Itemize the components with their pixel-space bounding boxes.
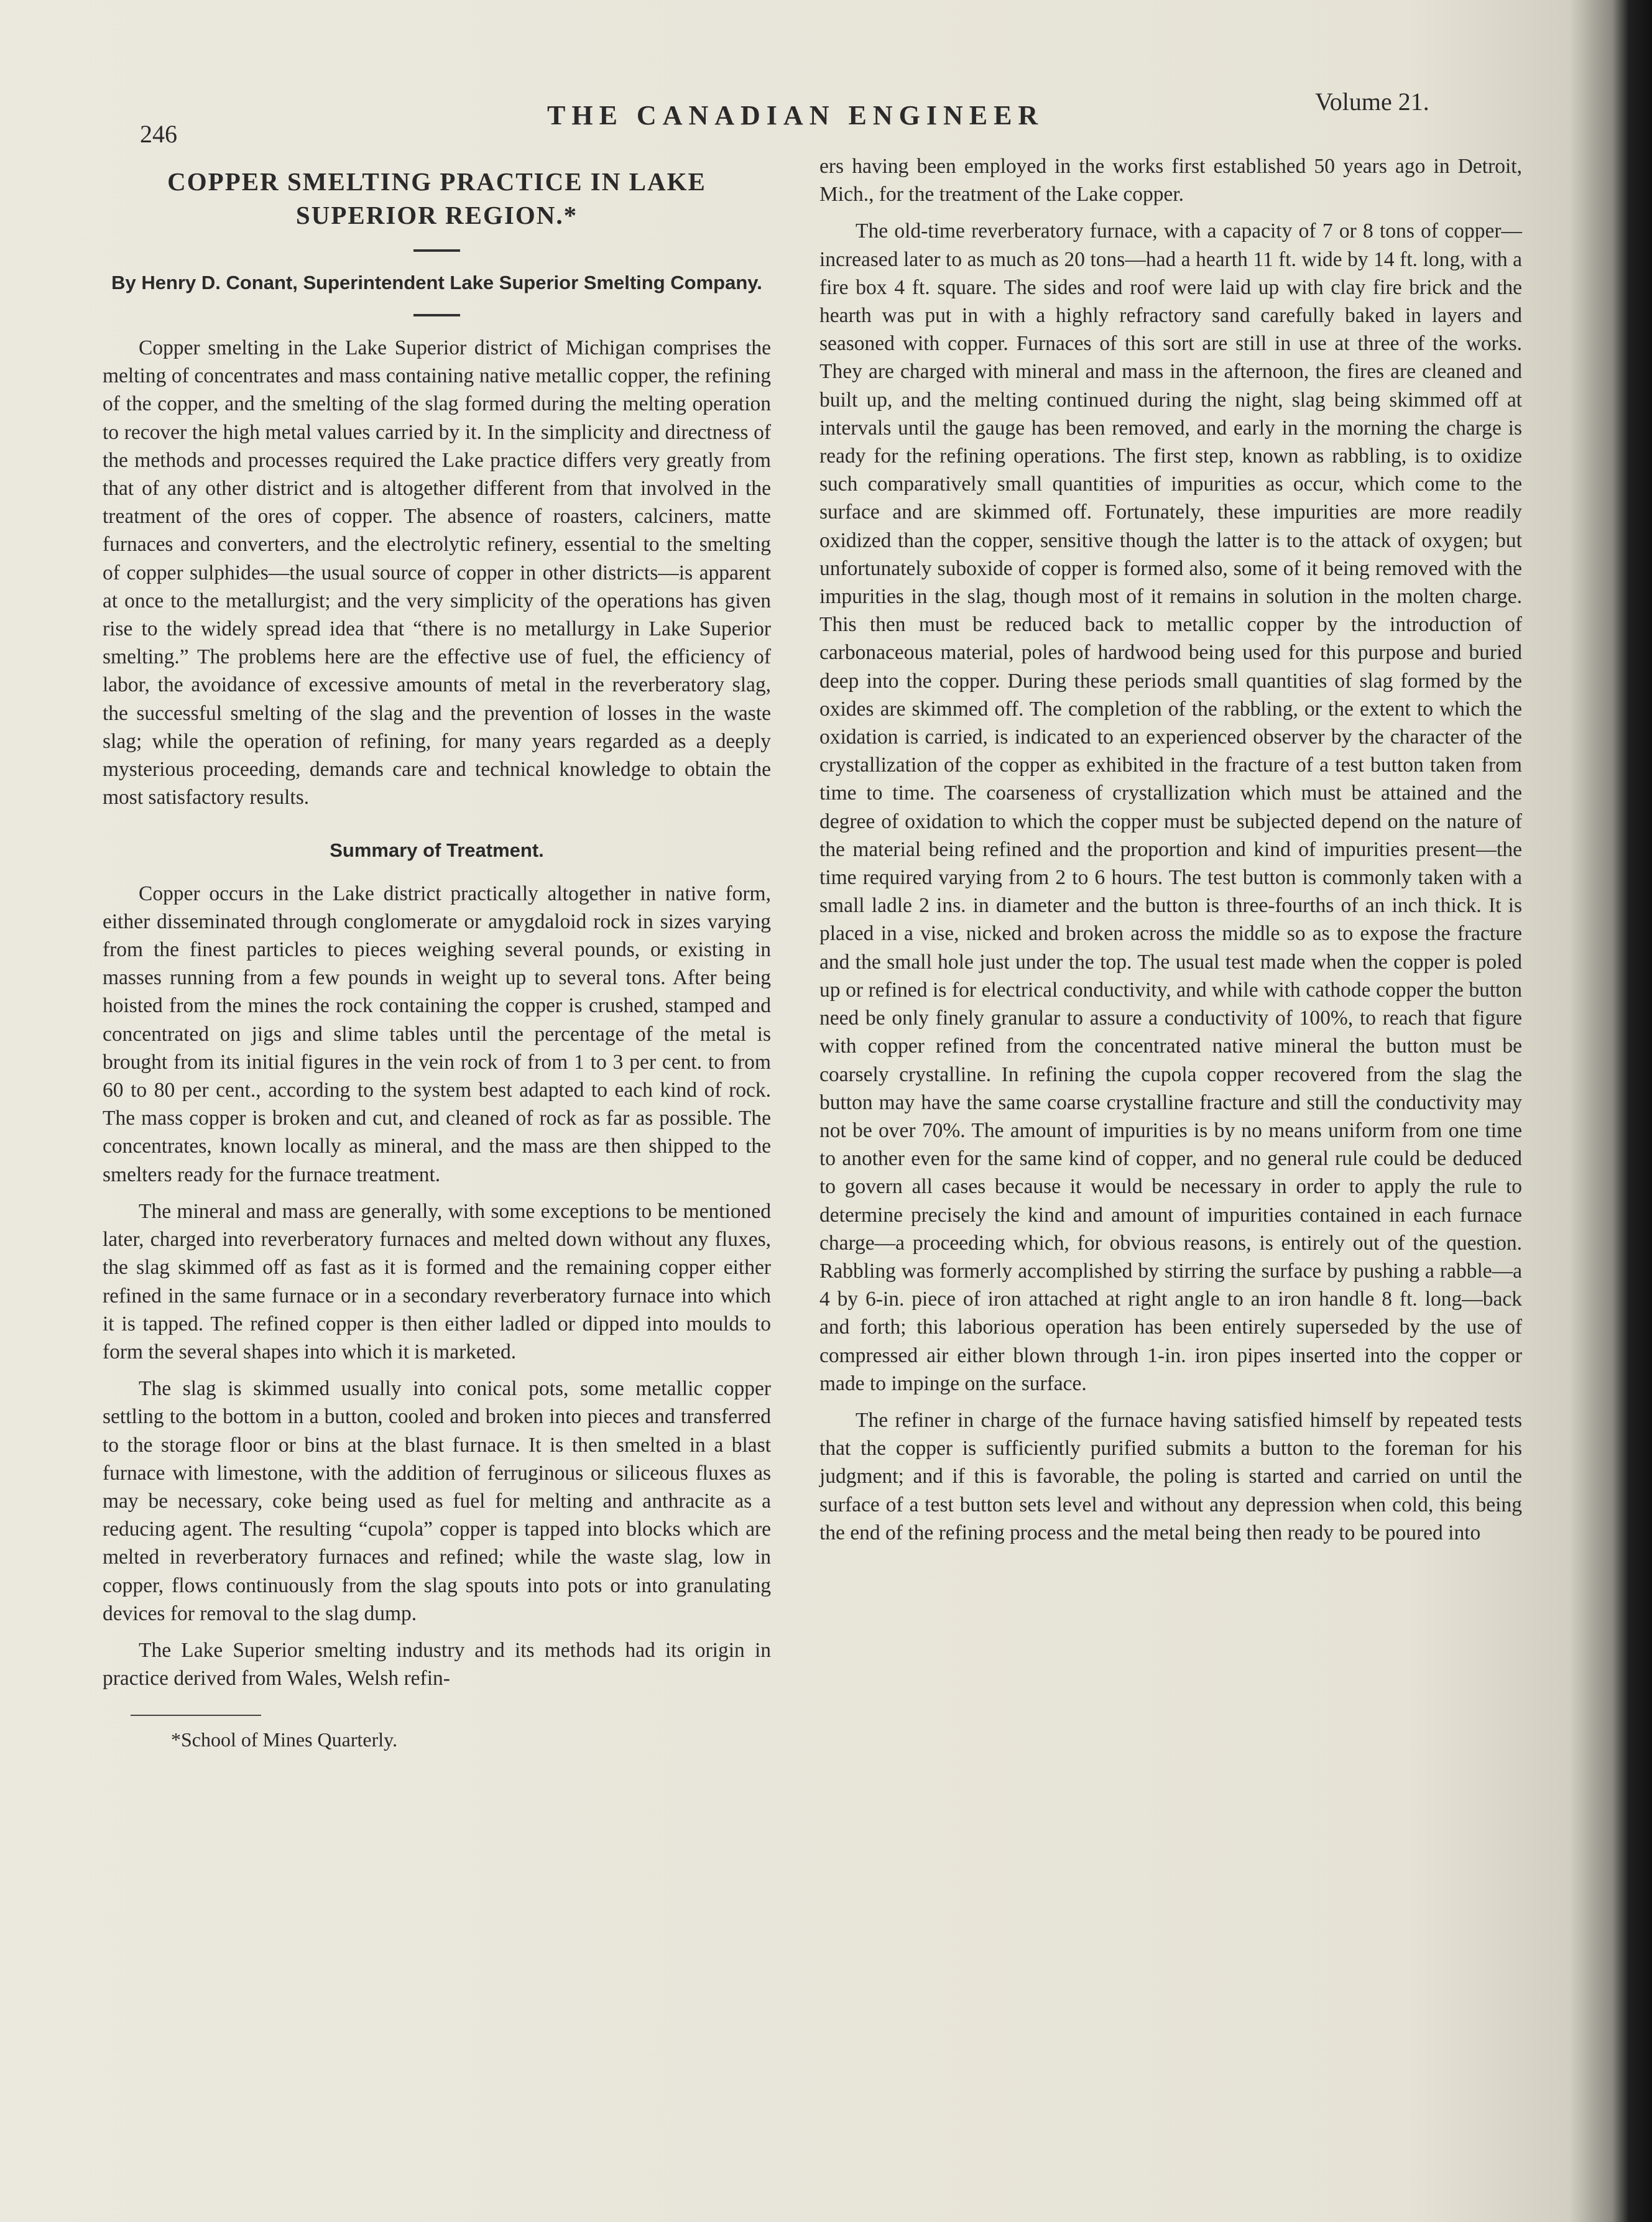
title-rule — [413, 249, 460, 252]
right-column — [819, 152, 1522, 1556]
footnote-rule — [131, 1715, 261, 1716]
left-column — [103, 155, 771, 1754]
volume-label: Volume 21. — [1315, 88, 1429, 116]
paragraph: The Lake Superior smelting industry and its methods had its origin in practice derived from Wales, Welsh refin- — [103, 1638, 771, 1690]
journal-title: THE CANADIAN ENGINEER — [547, 100, 1045, 131]
page-number: 246 — [140, 120, 177, 148]
paragraph: Copper occurs in the Lake district practically altogether in native form, either disseminated through conglomerate or amygdaloid rock in sizes varying from the finest particles to pieces weighing several pounds, or existing in masses running from a few pounds in weight up to several tons. After being hoisted from the mines the rock containing the copper is crushed, stamped and concentrated on jigs and slime tables until the percentage of the metal is brought from its initial figures in the vein rock of from 1 to 3 per cent. to from 60 to 80 per cent., according to the system best adapted to each kind of rock. The mass copper is broken and cut, and cleaned of rock as far as possible. The concentrates, known locally as mineral, and the mass are then shipped to the smelters ready for the furnace treatment. — [103, 882, 771, 1186]
paragraph: The slag is skimmed usually into conical pots, some metallic copper settling to the bottom in a button, cooled and broken into pieces and transferred to the storage floor or bins at the blast furnace. It is then smelted in a blast furnace with limestone, with the addition of ferruginous or siliceous fluxes as may be necessary, coke being used as fuel for melting and anthracite as a reducing agent. The resulting “cupola” copper is tapped into blocks which are melted in reverberatory furnaces and refined; while the waste slag, low in copper, flows continuously from the slag spouts into pots or into granulating devices for removal to the slag dump. — [103, 1377, 771, 1625]
footnote: *School of Mines Quarterly. — [171, 1728, 398, 1751]
paragraph: The old-time reverberatory furnace, with a capacity of 7 or 8 tons of copper—increased later to as much as 20 tons—had a hearth 11 ft. wide by 14 ft. long, with a fire box 4 ft. square. The sides and roof were laid up with clay fire brick and the hearth was put in with a highly refractory sand carefully baked in layers and seasoned with copper. Furnaces of this sort are still in use at three of the works. They are charged with mineral and mass in the afternoon, the fires are cleaned and built up, and the melting continued during the night, slag being skimmed off at intervals until the gauge has been removed, and early in the morning the charge is ready for the refining operations. The first step, known as rabbling, is to oxidize such comparatively small quantities of impurities as occur, which come to the surface and are skimmed off. Fortunately, these impurities are more readily oxidized than the copper, sensitive though the latter is to the attack of oxygen; but unfortunately suboxide of copper is formed also, some of it being removed with the impurities in the slag, though most of it remains in solution in the molten charge. This then must be reduced back to metallic copper by the introduction of carbonaceous material, poles of hardwood being used for this purpose and buried deep into the copper. During these periods small quantities of slag formed by the oxides are skimmed off. The completion of the rabbling, or the extent to which the oxidation is carried, is indicated to an experienced observer by the character of the crystallization of the copper as exhibited in the fracture of a test button taken from time to time. The coarseness of crystallization which must be attained and the degree of oxidation to which the copper must be subjected depend on the nature of the material being refined and the proportion and kind of impurities present—the time required varying from 2 to 6 hours. The test button is commonly taken with a small ladle 2 ins. in diameter and the button is three-fourths of an inch thick. It is placed in a vise, nicked and broken across the middle so as to expose the fracture and the small hole just under the top. The usual test made when the copper is poled up or refined is for electrical conductivity, and while with cathode copper the button need be only finely granular to assure a conductivity of 100%, to reach that figure with copper refined from the concentrated native mineral the button must be coarsely crystalline. In refining the cupola copper recovered from the slag the button may have the same coarse crystalline fracture and still the conductivity may not be over 70%. The amount of impurities is by no means uniform from one time to another even for the same kind of copper, and no general rule could be deduced to govern all cases because it would be necessary in order to apply the rule to determine precisely the kind and amount of impurities contained in each furnace charge—a proceeding which, for obvious reasons, is entirely out of the question. Rabbling was formerly accomplished by stirring the surface by pushing a rabble—a 4 by 6-in. piece of iron attached at right angle to an iron handle 8 ft. long—back and forth; this laborious operation has been entirely superseded by the use of compressed air either blown through 1-in. iron pipes inserted into the copper or made to impinge on the surface. — [819, 219, 1522, 1395]
intro-paragraph: Copper smelting in the Lake Superior district of Michigan comprises the melting of concentrates and mass containing native metallic copper, the refining of the copper, and the smelting of the slag formed during the melting operation to recover the high metal values carried by it. In the simplicity and directness of the methods and processes required the Lake practice differs very greatly from that of any other district and is altogether different from that involved in the treatment of the ores of copper. The absence of roasters, calciners, matte furnaces and converters, and the electrolytic refinery, essential to the smelting of copper sulphides—the usual source of copper in other districts—is apparent at once to the metallurgist; and the very simplicity of the operations has given rise to the widely spread idea that “there is no metallurgy in Lake Superior smelting.” The problems here are the effective use of fuel, the efficiency of labor, the avoidance of excessive amounts of metal in the reverberatory slag, the successful smelting of the slag and the prevention of losses in the waste slag; while the operation of refining, for many years regarded as a deeply mysterious proceeding, demands care and technical knowledge to obtain the most satisfactory results. — [103, 336, 771, 809]
section-heading: Summary of Treatment. — [330, 839, 544, 862]
paragraph: The mineral and mass are generally, with some exceptions to be mentioned later, charged into reverberatory furnaces and melted down without any fluxes, the slag skimmed off as fast as it is formed and the remaining copper either refined in the same furnace or in a secondary reverberatory furnace into which it is tapped. The refined copper is then either ladled or dipped into moulds to form the several shapes into which it is marketed. — [103, 1199, 771, 1363]
continued-paragraph: ers having been employed in the works first established 50 years ago in Detroit, Mich., for the treatment of the Lake copper. — [819, 155, 1522, 206]
article-title: COPPER SMELTING PRACTICE IN LAKE SUPERIOR REGION.* — [167, 167, 706, 229]
byline-rule — [413, 314, 460, 316]
paragraph: The refiner in charge of the furnace having satisfied himself by repeated tests that the copper is sufficiently purified submits a button to the foreman for his judgment; and if this is favorable, the poling is started and carried on until the surface of a test button sets level and without any depression when cold, this being the end of the refining process and the metal being then ready to be poured into — [819, 1408, 1522, 1544]
running-header — [0, 75, 1554, 149]
byline: By Henry D. Conant, Superintendent Lake Superior Smelting Company. — [111, 272, 762, 293]
